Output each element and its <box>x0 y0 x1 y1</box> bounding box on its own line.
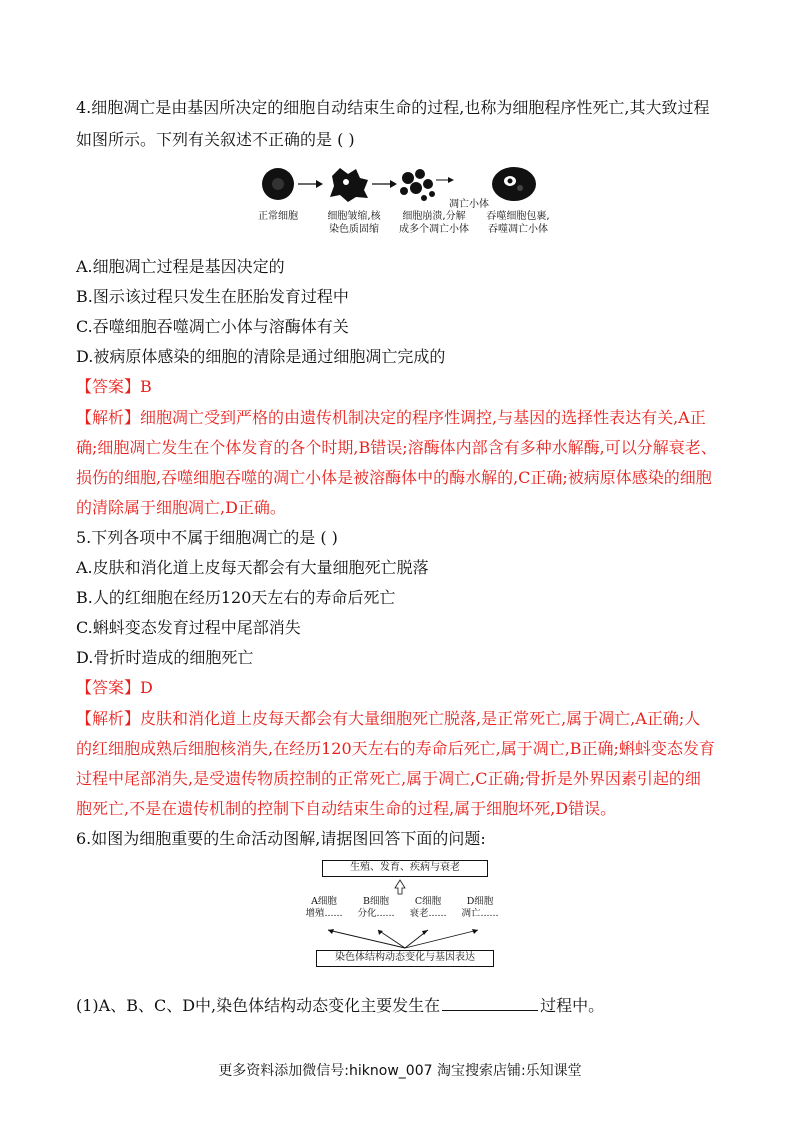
q5-analysis-line2: 的红细胞成熟后细胞核消失,在经历120天左右的寿命后死亡,属于凋亡,B正确;蝌蚪变态发育 <box>76 739 715 758</box>
apoptosis-process-figure <box>248 164 568 239</box>
q5-analysis-line4: 胞死亡,不是在遗传机制的控制下自动结束生命的过程,属于细胞坏死,D错误。 <box>76 799 617 818</box>
node-c-line1: C细胞 <box>414 896 442 907</box>
q4-option-b: B.图示该过程只发生在胚胎发育过程中 <box>76 287 349 306</box>
node-d-line2: 凋亡...... <box>461 908 499 919</box>
node-a-line2: 增殖...... <box>305 908 343 919</box>
q4-analysis-line1: 【解析】细胞凋亡受到严格的由遗传机制决定的程序性调控,与基因的选择性表达有关,A正 <box>76 408 706 427</box>
q6-sub1-after: 过程中。 <box>540 996 605 1015</box>
q5-stem: 5.下列各项中不属于细胞凋亡的是 ( ) <box>76 528 338 547</box>
q5-analysis-line1: 【解析】皮肤和消化道上皮每天都会有大量细胞死亡脱落,是正常死亡,属于凋亡,A正确;人 <box>76 709 701 728</box>
node-b-line1: B细胞 <box>363 896 389 907</box>
label-apoptotic-body: 凋亡小体 <box>449 199 489 210</box>
q5-option-c: C.蝌蚪变态发育过程中尾部消失 <box>76 618 301 637</box>
label-engulf-line2: 吞噬凋亡小体 <box>488 224 548 235</box>
label-shrink-line1: 细胞皱缩,核 <box>327 211 381 222</box>
q5-option-a: A.皮肤和消化道上皮每天都会有大量细胞死亡脱落 <box>76 558 429 577</box>
label-normal-cell: 正常细胞 <box>258 211 298 222</box>
top-box: 生殖、发育、疾病与衰老 <box>322 860 488 877</box>
shrunk-cell-shape <box>330 168 368 202</box>
q4-analysis-line3: 损伤的细胞,吞噬细胞吞噬的凋亡小体是被溶酶体中的酶水解的,C正确;被病原体感染的细胞 <box>76 468 712 487</box>
q4-option-c: C.吞噬细胞吞噬凋亡小体与溶酶体有关 <box>76 317 349 336</box>
label-break-line1: 细胞崩溃,分解 <box>402 211 466 222</box>
q6-sub1 <box>76 996 736 1016</box>
q4-option-d: D.被病原体感染的细胞的清除是通过细胞凋亡完成的 <box>76 347 446 366</box>
label-shrink-line2: 染色质固缩 <box>329 224 379 235</box>
node-b-line2: 分化...... <box>357 908 395 919</box>
q5-analysis-line3: 过程中尾部消失,是受遗传物质控制的正常死亡,属于凋亡,C正确;骨折是外界因素引起的细 <box>76 769 701 788</box>
q4-option-a: A.细胞凋亡过程是基因决定的 <box>76 257 285 276</box>
label-engulf-line1: 吞噬细胞包裹, <box>486 211 550 222</box>
fragmented-cell-shape <box>400 169 435 201</box>
q4-stem-line2: 如图所示。下列有关叙述不正确的是 ( ) <box>76 130 355 149</box>
q5-option-b: B.人的红细胞在经历120天左右的寿命后死亡 <box>76 588 396 607</box>
cell-activity-diagram <box>300 858 510 968</box>
bottom-box: 染色体结构动态变化与基因表达 <box>316 950 494 967</box>
q6-sub1-before: (1)A、B、C、D中,染色体结构动态变化主要发生在 <box>76 996 441 1015</box>
q5-answer: 【答案】D <box>76 678 153 697</box>
q6-stem: 6.如图为细胞重要的生命活动图解,请据图回答下面的问题: <box>76 829 486 848</box>
node-c-line2: 衰老...... <box>409 908 447 919</box>
q6-sub1-answer-blank[interactable] <box>442 996 538 1011</box>
label-break-line2: 成多个凋亡小体 <box>399 224 469 235</box>
node-d-line1: D细胞 <box>466 896 494 907</box>
q4-analysis-line2: 确;细胞凋亡发生在个体发育的各个时期,B错误;溶酶体内部含有多种水解酶,可以分解衰老、 <box>76 438 717 457</box>
q4-answer: 【答案】B <box>76 377 152 396</box>
q4-stem-line1: 4.细胞凋亡是由基因所决定的细胞自动结束生命的过程,也称为细胞程序性死亡,其大致过程 <box>76 98 710 117</box>
q5-option-d: D.骨折时造成的细胞死亡 <box>76 648 254 667</box>
node-a-line1: A细胞 <box>311 896 337 907</box>
page-footer: 更多资料添加微信号:hiknow_007 淘宝搜索店铺:乐知课堂 <box>218 1063 582 1079</box>
q4-analysis-line4: 的清除属于细胞凋亡,D正确。 <box>76 498 286 517</box>
